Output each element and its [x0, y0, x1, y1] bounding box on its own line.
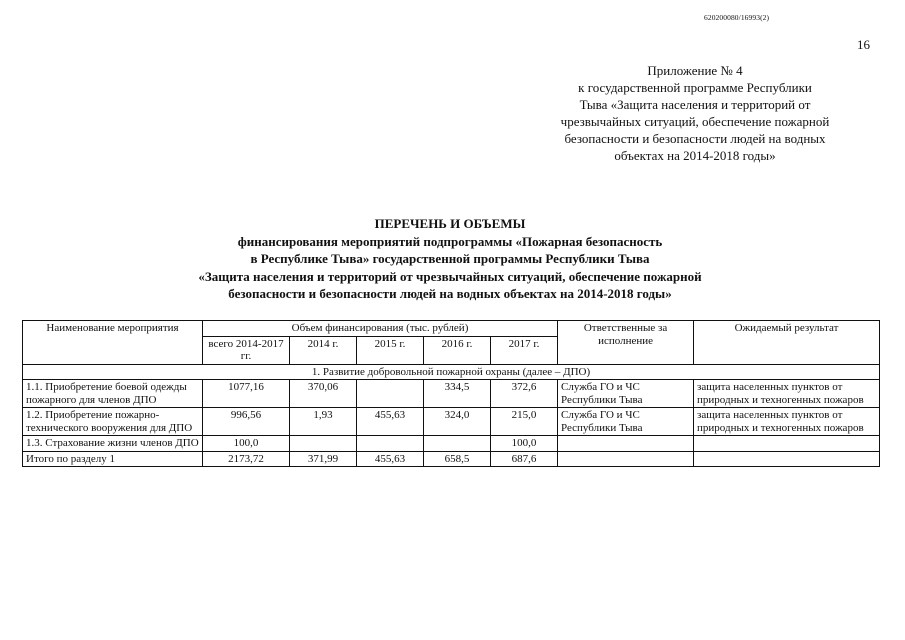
cell-responsible: Служба ГО и ЧС Республики Тыва	[558, 408, 694, 436]
cell-name: 1.3. Страхование жизни членов ДПО	[23, 436, 203, 452]
cell-2015	[357, 380, 424, 408]
header-2015: 2015 г.	[357, 336, 424, 364]
cell-name: Итого по разделу 1	[23, 451, 203, 467]
cell-name: 1.2. Приобретение пожарно-технического вооружения для ДПО	[23, 408, 203, 436]
appendix-line: объектах на 2014-2018 годы»	[614, 148, 776, 163]
appendix-block	[550, 62, 840, 164]
header-result: Ожидаемый результат	[694, 321, 880, 365]
document-heading	[160, 215, 740, 303]
cell-responsible	[558, 436, 694, 452]
header-responsible: Ответственные за исполнение	[558, 321, 694, 365]
cell-result	[694, 451, 880, 467]
cell-2014: 370,06	[290, 380, 357, 408]
cell-total: 1077,16	[203, 380, 290, 408]
appendix-line: чрезвычайных ситуаций, обеспечение пожарной	[560, 114, 830, 129]
header-total: всего 2014-2017 гг.	[203, 336, 290, 364]
appendix-line: Тыва «Защита населения и территорий от	[579, 97, 811, 112]
header-2014: 2014 г.	[290, 336, 357, 364]
header-financing: Объем финансирования (тыс. рублей)	[203, 321, 558, 337]
cell-2016	[424, 436, 491, 452]
cell-responsible: Служба ГО и ЧС Республики Тыва	[558, 380, 694, 408]
table-row	[23, 436, 880, 452]
cell-2016: 658,5	[424, 451, 491, 467]
cell-result: защита населенных пунктов от природных и техногенных пожаров	[694, 380, 880, 408]
header-2016: 2016 г.	[424, 336, 491, 364]
cell-2015: 455,63	[357, 451, 424, 467]
cell-total: 996,56	[203, 408, 290, 436]
appendix-line: к государственной программе Республики	[578, 80, 812, 95]
appendix-line: безопасности и безопасности людей на водных	[564, 131, 826, 146]
cell-2017: 372,6	[491, 380, 558, 408]
document-id: 620200080/16993(2)	[704, 13, 770, 22]
cell-2017: 215,0	[491, 408, 558, 436]
cell-2014	[290, 436, 357, 452]
appendix-line: Приложение № 4	[647, 63, 743, 78]
heading-line: безопасности и безопасности людей на водных объектах на 2014-2018 годы»	[228, 286, 672, 302]
section-row	[23, 364, 880, 380]
cell-2015: 455,63	[357, 408, 424, 436]
cell-2014: 371,99	[290, 451, 357, 467]
section-title: 1. Развитие добровольной пожарной охраны (далее – ДПО)	[23, 364, 880, 380]
cell-name: 1.1. Приобретение боевой одежды пожарного для членов ДПО	[23, 380, 203, 408]
cell-2016: 334,5	[424, 380, 491, 408]
table-row	[23, 380, 880, 408]
cell-responsible	[558, 451, 694, 467]
cell-total: 2173,72	[203, 451, 290, 467]
table-header-row	[23, 321, 880, 337]
heading-line: «Защита населения и территорий от чрезвычайных ситуаций, обеспечение пожарной	[198, 268, 702, 284]
cell-2016: 324,0	[424, 408, 491, 436]
cell-2017: 687,6	[491, 451, 558, 467]
header-2017: 2017 г.	[491, 336, 558, 364]
page-number: 16	[857, 37, 870, 52]
cell-total: 100,0	[203, 436, 290, 452]
header-name: Наименование мероприятия	[23, 321, 203, 365]
cell-2017: 100,0	[491, 436, 558, 452]
totals-row	[23, 451, 880, 467]
cell-2015	[357, 436, 424, 452]
financing-table	[22, 320, 880, 467]
cell-result: защита населенных пунктов от природных и техногенных пожаров	[694, 408, 880, 436]
heading-title: ПЕРЕЧЕНЬ И ОБЪЕМЫ	[374, 216, 526, 231]
cell-result	[694, 436, 880, 452]
heading-line: в Республике Тыва» государственной программы Республики Тыва	[250, 251, 650, 267]
table-row	[23, 408, 880, 436]
cell-2014: 1,93	[290, 408, 357, 436]
heading-line: финансирования мероприятий подпрограммы «Пожарная безопасность	[237, 233, 663, 249]
